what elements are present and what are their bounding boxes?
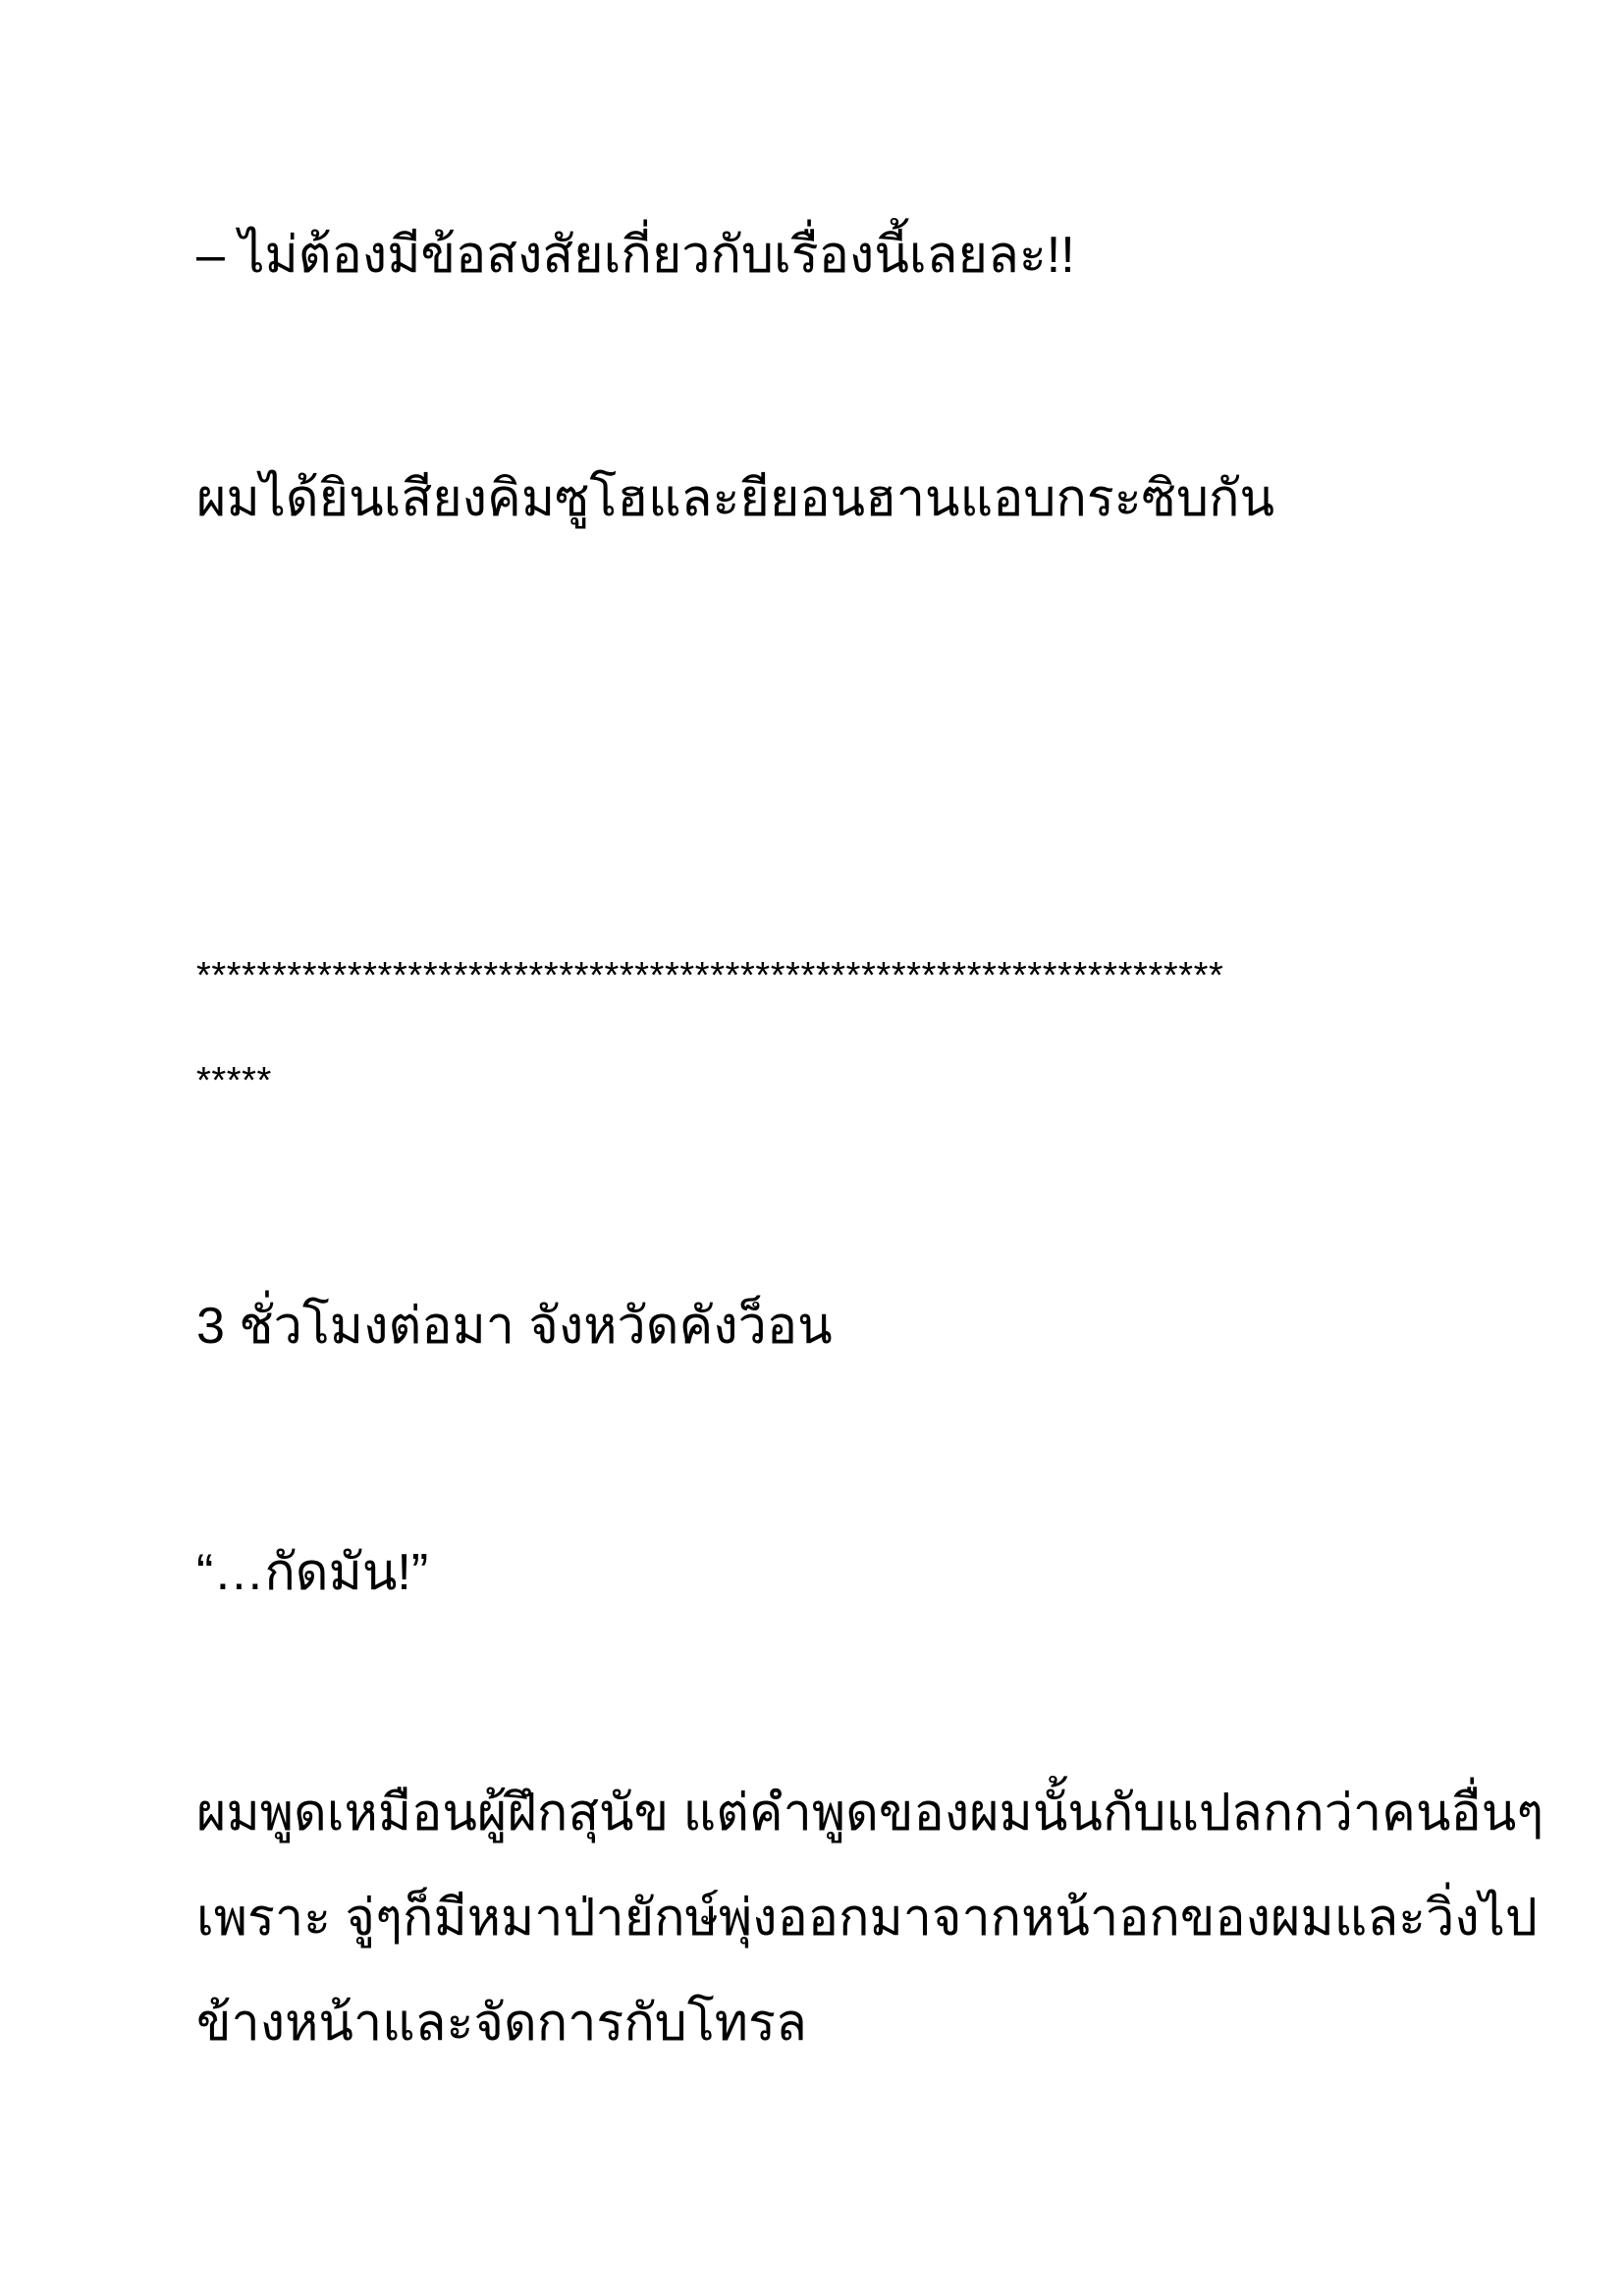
- scene-separator: ********************************************************************: [196, 955, 1224, 996]
- time-place-heading: 3 ชั่วโมงต่อมา จังหวัดคังว็อน: [196, 1298, 833, 1355]
- paragraph-line-2: เพราะ จู่ๆก็มีหมาป่ายักษ์พุ่งออกมาจากหน้าอกของผมและวิ่งไป: [196, 1890, 1538, 1947]
- narration-line-1: ผมได้ยินเสียงคิมซูโฮและยียอนฮานแอบกระซิบกัน: [196, 470, 1275, 527]
- paragraph-line-3: ข้างหน้าและจัดการกับโทรล: [196, 1995, 807, 2052]
- dialogue-line-2: “…กัดมัน!”: [196, 1544, 429, 1601]
- dialogue-line-1: – ไม่ต้องมีข้อสงสัยเกี่ยวกับเรื่องนี้เลยละ!!: [196, 227, 1075, 284]
- scene-separator-continued: *****: [196, 1060, 272, 1101]
- paragraph-line-1: ผมพูดเหมือนผู้ฝึกสุนัข แต่คำพูดของผมนั้นกับแปลกกว่าคนอื่นๆ: [196, 1785, 1544, 1842]
